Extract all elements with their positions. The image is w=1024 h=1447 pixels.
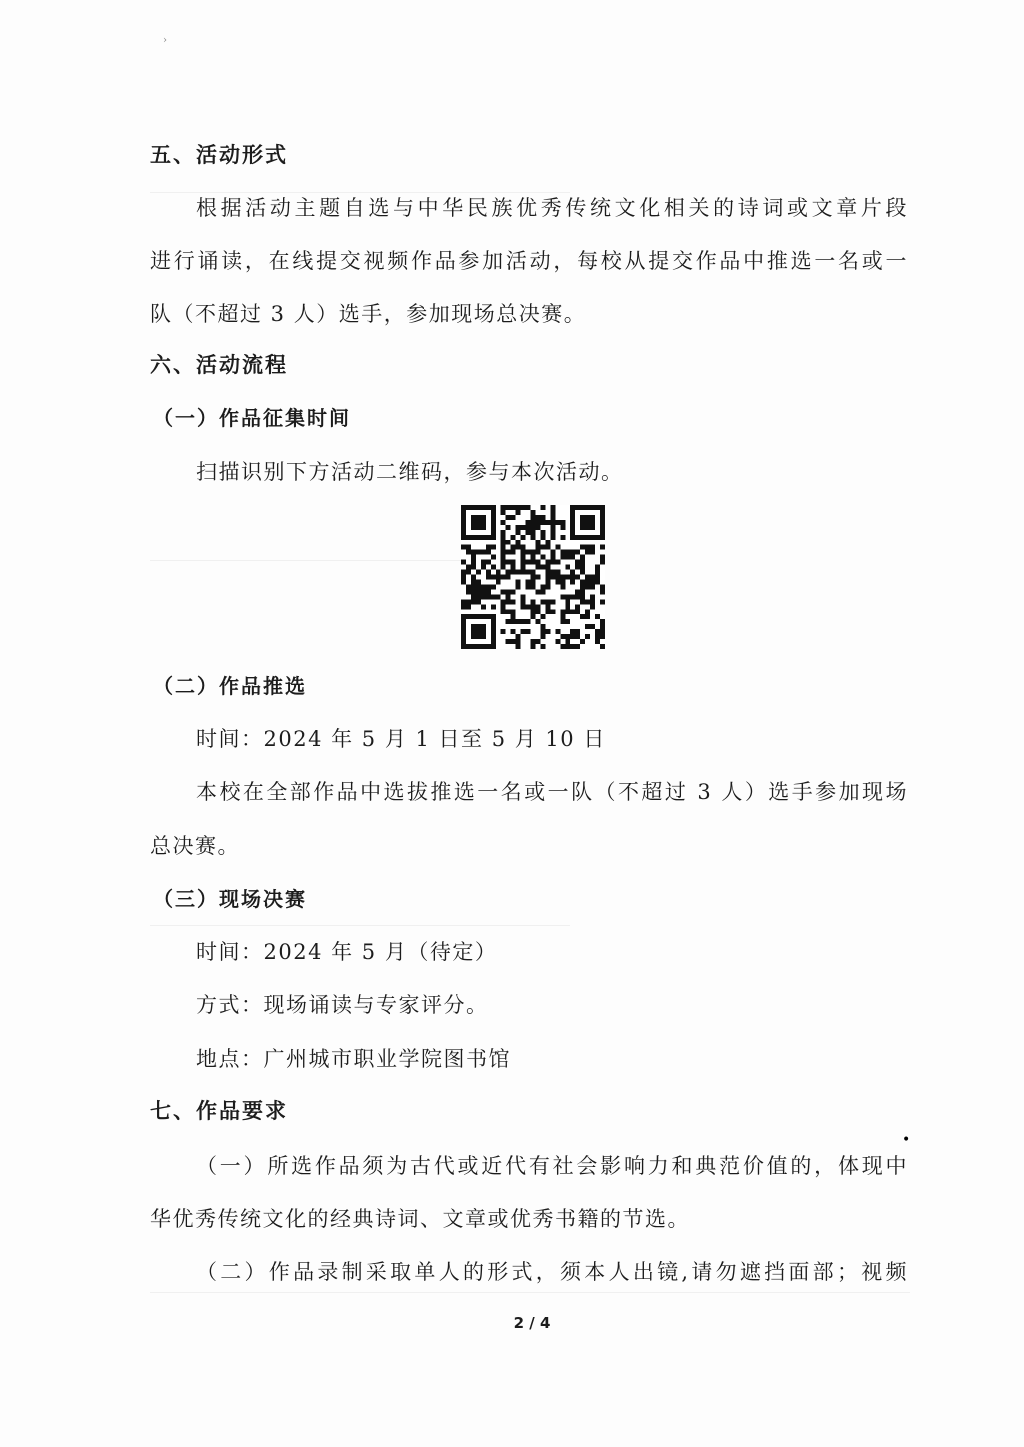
paragraph-line: 进行诵读，在线提交视频作品参加活动，每校从提交作品中推选一名或一	[150, 249, 908, 273]
section-six-title: 六、活动流程	[150, 353, 288, 377]
method-line: 方式：现场诵读与专家评分。	[196, 993, 489, 1017]
paragraph-line: （二）作品录制采取单人的形式，须本人出镜,请勿遮挡面部；视频	[196, 1260, 908, 1284]
subsection-title: （二）作品推选	[153, 674, 307, 698]
subsection-title: （三）现场决赛	[153, 887, 307, 911]
scan-artifact	[150, 925, 570, 926]
scan-speck-icon: ›	[163, 35, 167, 46]
page-number: 2 / 4	[513, 1314, 551, 1332]
paragraph-line: 扫描识别下方活动二维码，参与本次活动。	[196, 460, 624, 484]
paragraph-line: 队（不超过 3 人）选手，参加现场总决赛。	[150, 302, 587, 326]
paragraph-line: 华优秀传统文化的经典诗词、文章或优秀书籍的节选。	[150, 1207, 690, 1231]
time-line: 时间：2024 年 5 月 1 日至 5 月 10 日	[196, 727, 606, 751]
qr-code-icon[interactable]	[461, 505, 605, 649]
paragraph-line: 根据活动主题自选与中华民族优秀传统文化相关的诗词或文章片段	[196, 196, 908, 220]
time-line: 时间：2024 年 5 月（待定）	[196, 940, 498, 964]
section-five-title: 五、活动形式	[150, 143, 288, 167]
paragraph-line: （一）所选作品须为古代或近代有社会影响力和典范价值的，体现中	[196, 1154, 908, 1178]
paragraph-line: 本校在全部作品中选拔推选一名或一队（不超过 3 人）选手参加现场	[196, 780, 908, 804]
place-line: 地点：广州城市职业学院图书馆	[196, 1047, 511, 1071]
paragraph-line: 总决赛。	[150, 834, 240, 858]
section-seven-title: 七、作品要求	[150, 1099, 288, 1123]
scan-dot-icon: •	[902, 1132, 911, 1148]
subsection-title: （一）作品征集时间	[153, 406, 351, 430]
scan-artifact	[150, 1292, 910, 1293]
